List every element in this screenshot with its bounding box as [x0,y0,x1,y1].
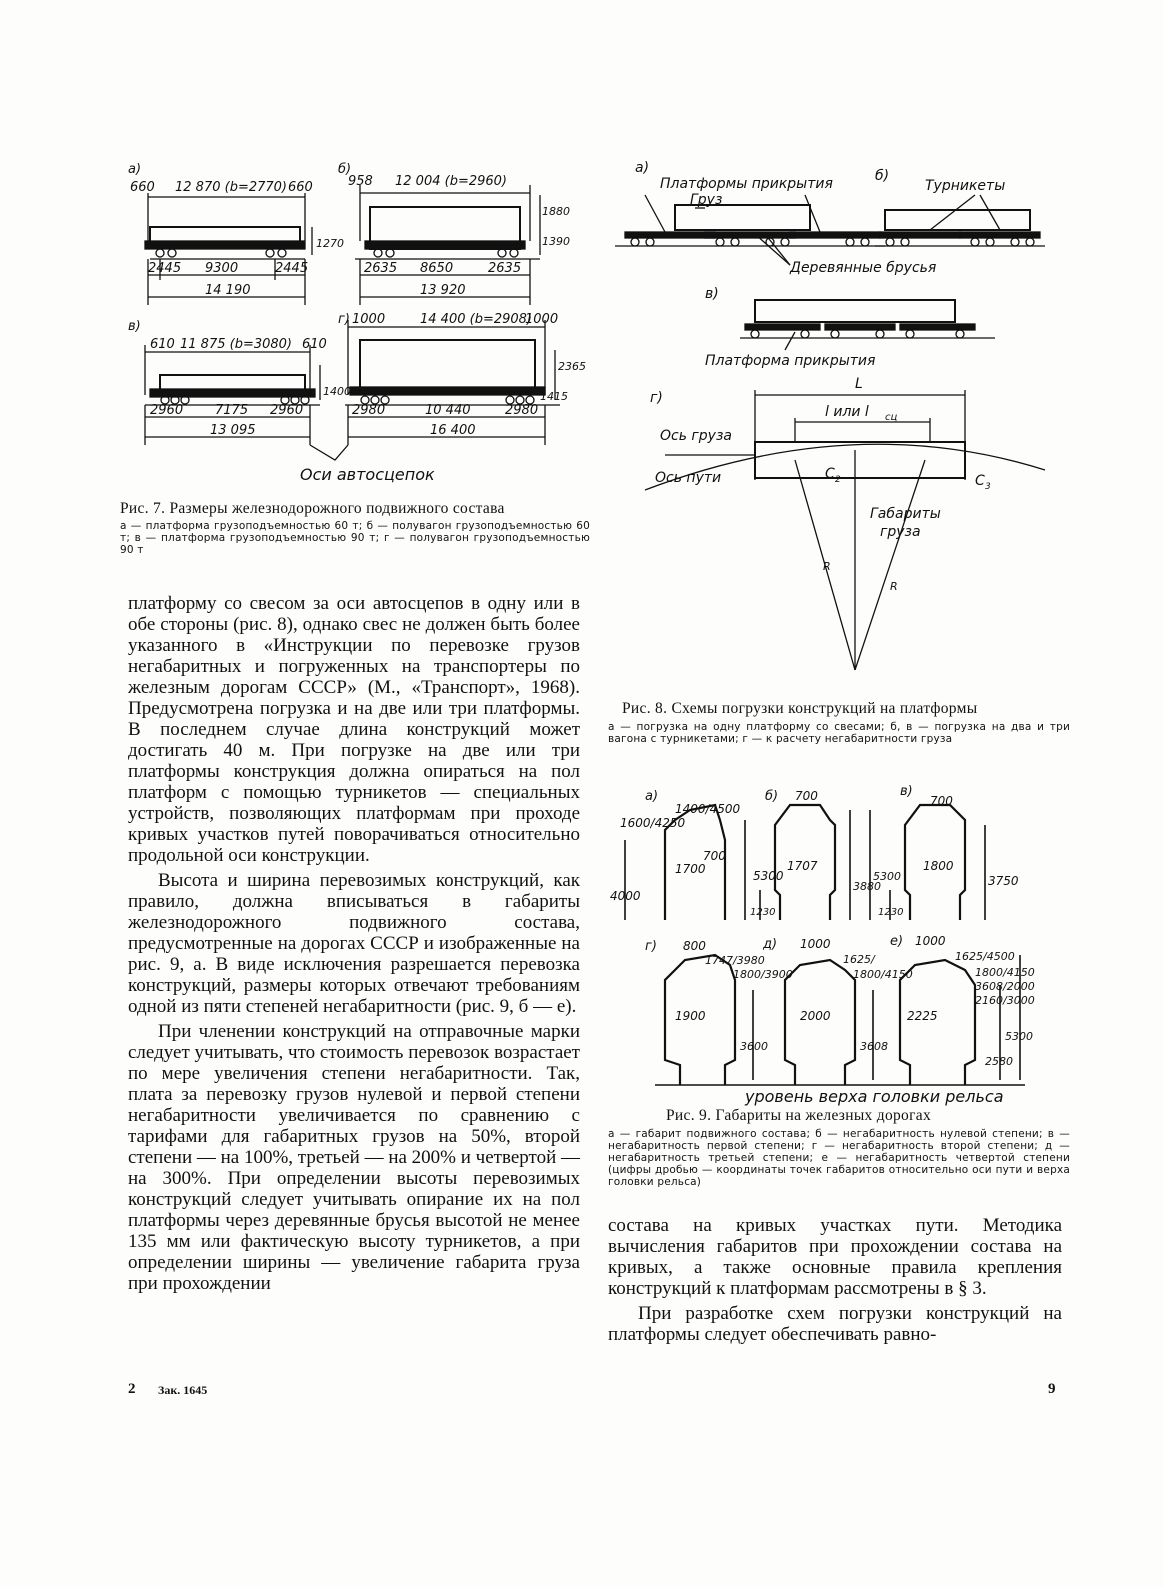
fig7-g-dim: 10 440 [425,403,471,418]
fig9-label-b: б) [765,789,779,804]
fig7-v-dim: 1400 [323,385,351,398]
fig8-label-v: в) [705,286,719,302]
fig7-a-dim: 2445 [148,261,182,276]
fig9-e-dim: 1800/4150 [975,966,1035,979]
fig8-l-or: l или l [825,404,869,420]
fig9-e-dim: 3608/2000 [975,980,1035,993]
fig9-v-dim: 1230 [878,907,904,918]
fig9-rail-label: уровень верха головки рельса [745,1087,1004,1106]
fig9-a-dim: 1400/4500 [675,802,741,816]
fig9-v-dim: 3750 [988,874,1019,888]
fig9-a-dim: 4000 [610,889,641,903]
fig8-c3-sub: 3 [985,482,991,492]
fig9-a-dim: 5300 [753,869,784,883]
fig9-label-v: в) [900,784,913,799]
order-number: Зак. 1645 [158,1383,208,1397]
fig8-R: R [890,580,898,593]
fig7-b-dim: 2635 [488,261,522,276]
fig8-L: L [855,376,863,392]
fig8-label-a: а) [635,160,650,176]
fig8-platforms-cover: Платформы прикрытия [660,176,833,192]
fig7-b-dim: 12 004 (b=2960) [395,174,507,189]
fig9-d-dim: 2000 [800,1009,831,1023]
fig7-b-dim: 2635 [364,261,398,276]
fig9-g-dim: 1747/3980 [705,954,765,967]
fig9-e-dim: 1625/4500 [955,950,1015,963]
fig8-c3: C [975,473,985,489]
fig7-g-dim: 2365 [558,360,586,373]
fig9-e-dim: 1000 [915,934,946,948]
fig7-label-a: а) [128,162,142,177]
fig7-v-dim: 13 095 [210,423,256,438]
fig7-v-dim: 610 [150,337,175,352]
fig9-label-a: а) [645,789,659,804]
signature-number: 2 [128,1381,136,1397]
fig7-v-dim: 7175 [215,403,249,418]
fig9-label-d: д) [763,937,778,952]
fig7-diagram [120,155,600,495]
fig9-b-dim: 5300 [873,870,901,883]
fig8-R: R [823,560,831,573]
fig8-diagram [605,150,1065,690]
fig9-e-dim: 5300 [1005,1030,1033,1043]
page-number: 9 [1048,1381,1056,1397]
fig9-a-dim: 1700 [675,862,706,876]
fig9-g-dim: 3600 [740,1040,768,1053]
fig7-a-dim: 9300 [205,261,239,276]
fig8-cargo-gauge-1: Габариты [870,506,941,522]
fig9-b-dim: 700 [795,789,818,803]
fig8-label-g: г) [650,390,663,406]
fig7-a-dim: 2445 [275,261,309,276]
fig7-g-dim: 16 400 [430,423,476,438]
fig7-a-dim: 1270 [316,237,344,250]
fig8-wooden-bars: Деревянные брусья [790,260,937,276]
fig9-v-dim: 700 [930,794,953,808]
fig8-label-b: б) [875,168,890,184]
left-paragraph-3: При членении конструкций на отправочные марки следует учитывать, что стоимость перевозок возрастает по мере увеличения степени негабаритности. Так, плата за перевозку грузов нулевой и первой степени негабаритности увеличивается по сравнению с тарифами для габаритных грузов на 50%, второй степени — на 100%, третьей — на 200% и четвертой — на 300%. При определении высоты перевозимых конструкций следует учитывать опирание их на пол платформы через деревянные брусья высотой не менее 135 мм или фактическую высоту турникетов, а при определении ширины — увеличение габарита груза при прохождении [128,1021,580,1294]
fig7-g-dim: 2980 [505,403,539,418]
fig9-diagram [605,780,1075,1106]
fig9-e-dim: 2160/3000 [975,994,1035,1007]
fig7-g-dim: 1000 [525,312,559,327]
fig8-platform-cover: Платформа прикрытия [705,353,876,369]
fig7-g-dim: 2980 [352,403,386,418]
fig7-v-dim: 11 875 (b=3080) [180,337,292,352]
fig7-b-dim: 13 920 [420,283,466,298]
fig9-caption-body: а — габарит подвижного состава; б — негабаритность нулевой степени; в — негабаритность первой степени; г — негабаритность второй степени; д — негабаритность третьей степени; е — негабаритность четвертой степени (цифры дробью — координаты точек габаритов относительно оси пути и верха головки рельса) [608,1128,1070,1188]
fig7-g-dim: 1415 [540,390,568,403]
fig9-caption-title: Рис. 9. Габариты на железных дорогах [666,1107,931,1124]
fig7-a-dim: 12 870 (b=2770) [175,180,287,195]
fig7-a-dim: 660 [288,180,313,195]
fig8-track-axis: Ось пути [655,470,722,486]
fig9-b-dim: 1230 [750,907,776,918]
fig9-a-dim: 700 [703,849,726,863]
fig9-b-dim: 3880 [853,880,881,893]
fig8-turnstiles: Турникеты [925,178,1006,194]
fig7-b-dim: 958 [348,174,373,189]
fig7-a-dim: 14 190 [205,283,251,298]
fig7-caption-body: а — платформа грузоподъемностью 60 т; б — полувагон грузоподъемностью 60 т; в — платформа грузоподъемностью 90 т; г — полувагон грузоподъемностью 90 т [120,520,590,556]
fig9-d-dim: 1000 [800,937,831,951]
fig9-g-dim: 800 [683,939,706,953]
fig7-label-v: в) [128,319,141,334]
left-column [128,593,580,1294]
fig9-b-dim: 1707 [787,859,818,873]
fig8-caption-body: а — погрузка на одну платформу со свесами; б, в — погрузка на два и три вагона с турникетами; г — к расчету негабаритности груза [608,721,1070,745]
fig9-d-dim: 1800/4150 [853,968,913,981]
fig7-v-dim: 2960 [270,403,304,418]
fig9-d-dim: 3608 [860,1040,888,1053]
fig7-g-dim: 14 400 (b=2908) [420,312,532,327]
right-paragraph-1: состава на кривых участках пути. Методика вычисления габаритов при прохождении состава на кривых, а также основные правила крепления конструкций к платформам рассмотрены в § 3. [608,1215,1062,1299]
fig7-b-dim: 8650 [420,261,454,276]
fig9-d-dim: 1625/ [843,953,875,966]
fig9-v-dim: 1800 [923,859,954,873]
fig7-label-b: б) [338,162,352,177]
fig7-v-dim: 2960 [150,403,184,418]
fig8-c2-sub: 2 [835,475,841,485]
fig7-label-g: г) [338,312,350,327]
fig7-v-dim: 610 [302,337,327,352]
fig7-caption-title: Рис. 7. Размеры железнодорожного подвижного состава [120,500,505,517]
fig8-l-sub: сц [885,412,898,423]
fig9-label-g: г) [645,939,657,954]
fig9-label-e: е) [890,934,904,949]
fig9-e-dim: 2225 [907,1009,938,1023]
right-column [608,1215,1062,1345]
fig8-cargo: Груз [690,192,723,208]
right-paragraph-2: При разработке схем погрузки конструкций на платформы следует обеспечивать равно- [608,1303,1062,1345]
fig9-g-dim: 1800/3900 [733,968,793,981]
fig9-a-dim: 1600/4250 [620,816,686,830]
fig8-cargo-axis: Ось груза [660,428,732,444]
fig8-c2: C [825,466,835,482]
fig7-axis-label: Оси автосцепок [300,465,435,484]
fig8-cargo-gauge-2: груза [880,524,921,540]
left-paragraph-2: Высота и ширина перевозимых конструкций, как правило, должна вписываться в габариты железнодорожного подвижного состава, предусмотренные на дорогах СССР и изображенные на рис. 9, а. В виде исключения разрешается перевозка конструкций, размеры которых отвечают требованиям одной из пяти степеней негабаритности (рис. 9, б — е). [128,870,580,1017]
left-paragraph-1: платформу со свесом за оси автосцепов в одну или в обе стороны (рис. 8), однако свес не должен быть более указанного в «Инструкции по перевозке грузов негабаритных и погруженных на транспортеры по железным дорогам СССР» (М., «Транспорт», 1968). Предусмотрена погрузка и на две или три платформы. В последнем случае длина конструкций может достигать 40 м. При погрузке на две или три платформы конструкция должна опираться на пол платформ с помощью турникетов — специальных устройств, позволяющих платформам при проходе кривых участков путей поворачиваться относительно продольной оси конструкции. [128,593,580,866]
fig7-a-dim: 660 [130,180,155,195]
fig8-caption-title: Рис. 8. Схемы погрузки конструкций на платформы [622,700,978,717]
fig7-b-dim: 1390 [542,235,570,248]
fig7-g-dim: 1000 [352,312,386,327]
fig9-e-dim: 2580 [985,1055,1013,1068]
fig7-b-dim: 1880 [542,205,570,218]
fig9-g-dim: 1900 [675,1009,706,1023]
